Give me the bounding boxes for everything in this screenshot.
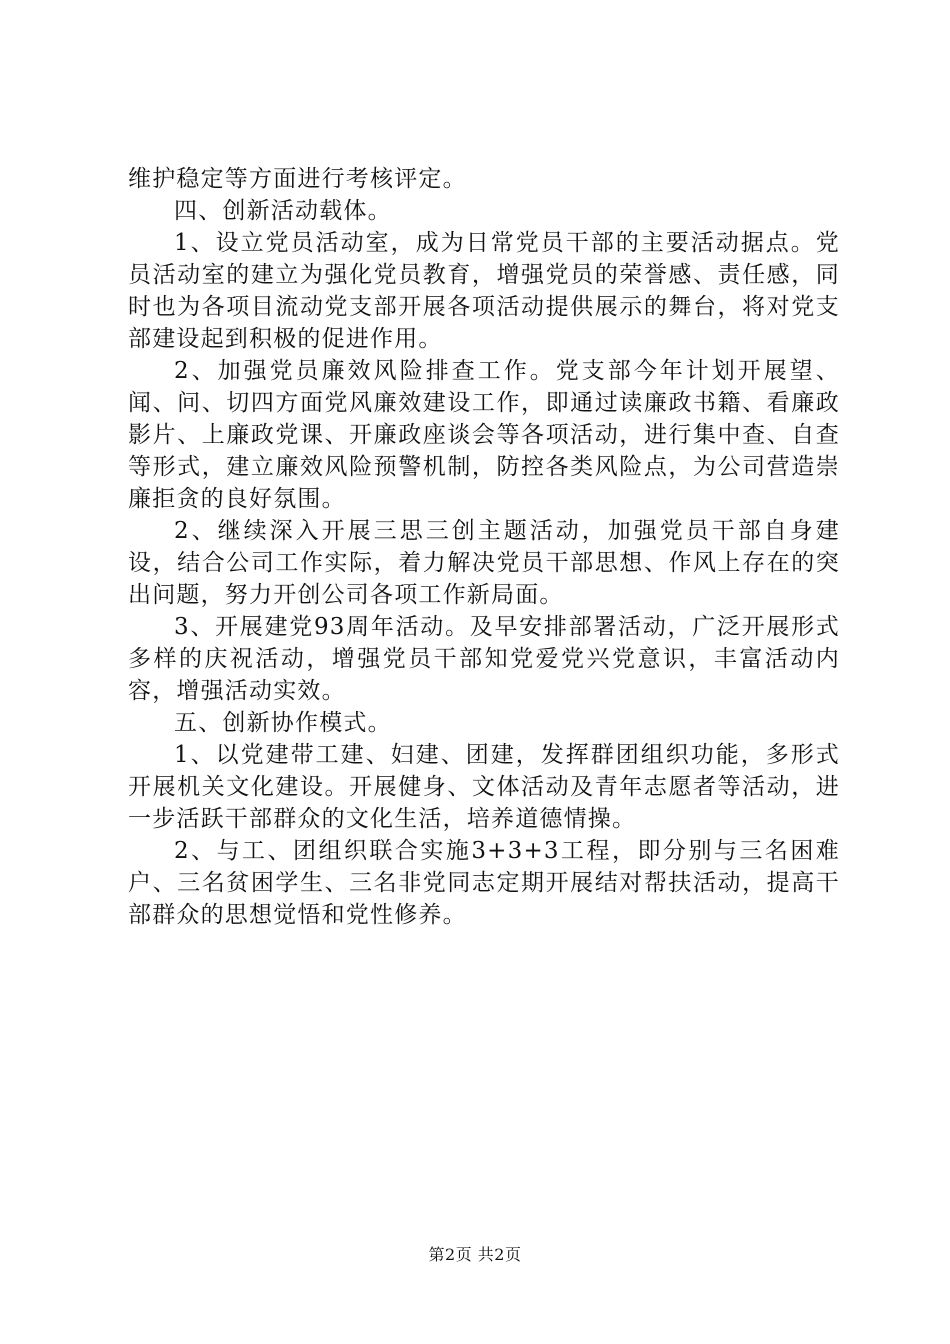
paragraph-group-building: 1、以党建带工建、妇建、团建，发挥群团组织功能，多形式开展机关文化建设。开展健身、文体活动及青年志愿者等活动，进一步活跃干部群众的文化生活，培养道德情操。	[128, 742, 840, 832]
document-body	[128, 163, 840, 931]
paragraph-risk-check: 2、加强党员廉效风险排查工作。党支部今年计划开展望、闻、问、切四方面党风廉效建设工作，即通过读廉政书籍、看廉政影片、上廉政党课、开廉政座谈会等各项活动，进行集中查、自查等形式，建立廉效风险预警机制，防控各类风险点，为公司营造崇廉拒贪的良好氛围。	[128, 358, 840, 512]
paragraph-activity-room: 1、设立党员活动室，成为日常党员干部的主要活动据点。党员活动室的建立为强化党员教育，增强党员的荣誉感、责任感，同时也为各项目流动党支部开展各项活动提供展示的舞台，将对党支部建设起到积极的促进作用。	[128, 230, 840, 352]
paragraph-theme-activity: 2、继续深入开展三思三创主题活动，加强党员干部自身建设，结合公司工作实际，着力解决党员干部思想、作风上存在的突出问题，努力开创公司各项工作新局面。	[128, 518, 840, 608]
paragraph-continuation: 维护稳定等方面进行考核评定。	[128, 166, 467, 192]
paragraph-anniversary: 3、开展建党93周年活动。及早安排部署活动，广泛开展形式多样的庆祝活动，增强党员干部知党爱党兴党意识，丰富活动内容，增强活动实效。	[128, 614, 840, 704]
section-heading-five: 五、创新协作模式。	[174, 710, 392, 736]
paragraph-joint-project: 2、与工、团组织联合实施3+3+3工程，即分别与三名困难户、三名贫困学生、三名非党同志定期开展结对帮扶活动，提高干部群众的思想觉悟和党性修养。	[128, 838, 840, 928]
page-number-footer: 第2页 共2页	[428, 1245, 522, 1264]
section-heading-four: 四、创新活动载体。	[174, 198, 392, 224]
